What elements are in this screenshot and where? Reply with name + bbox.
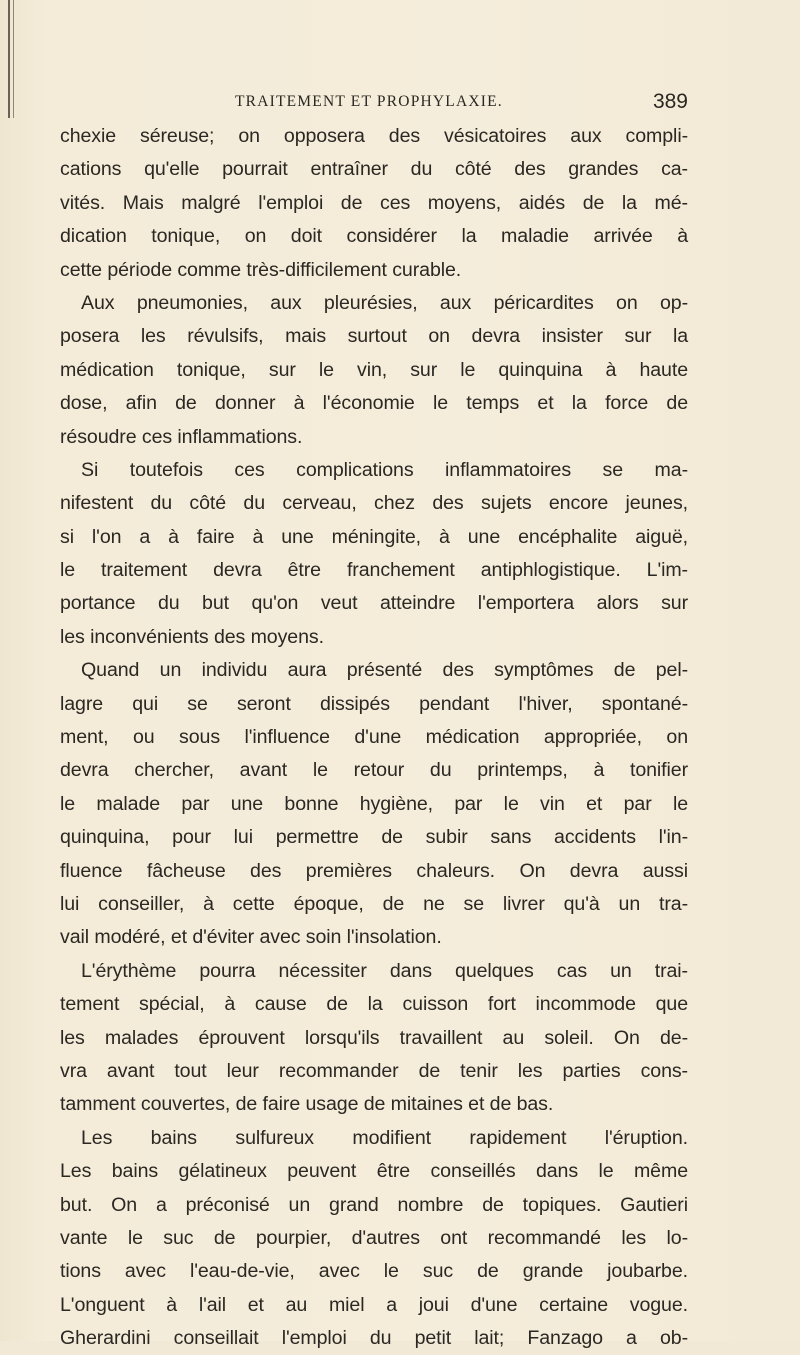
text-line: fluence fâcheuse des premières chaleurs. On devra aussi [60,859,688,882]
text-line: vail modéré, et d'éviter avec soin l'insolation. [60,926,442,949]
text-line: Si toutefois ces complications inflammatoires se ma- [81,458,688,481]
text-line: le malade par une bonne hygiène, par le vin et par le [60,792,688,815]
text-line: Les bains sulfureux modifient rapidement l'éruption. [81,1126,688,1149]
text-line: vra avant tout leur recommander de tenir les parties cons- [60,1059,688,1082]
text-line: Les bains gélatineux peuvent être conseillés dans le même [60,1160,688,1183]
text-line: tions avec l'eau-de-vie, avec le suc de grande joubarbe. [60,1260,688,1283]
text-line: résoudre ces inflammations. [60,425,303,448]
text-line: chexie séreuse; on opposera des vésicatoires aux compli- [60,125,688,147]
text-line: L'onguent à l'ail et au miel a joui d'une certaine vogue. [60,1293,688,1316]
text-line: si l'on a à faire à une méningite, à une encéphalite aiguë, [60,525,688,548]
text-line: portance du but qu'on veut atteindre l'emportera alors sur [60,592,688,615]
text-line: le traitement devra être franchement antiphlogistique. L'im- [60,559,688,582]
text-line: tamment couvertes, de faire usage de mitaines et de bas. [60,1093,554,1116]
text-line: dication tonique, on doit considérer la maladie arrivée à [60,225,688,248]
running-head-title: TRAITEMENT ET PROPHYLAXIE. [235,93,503,110]
text-line: les inconvénients des moyens. [60,625,324,648]
text-line: tement spécial, à cause de la cuisson fort incommode que [60,993,688,1016]
gutter-edge-line [8,0,10,118]
text-line: médication tonique, sur le vin, sur le quinquina à haute [60,358,688,381]
gutter-edge-line [13,0,14,118]
text-line: nifestent du côté du cerveau, chez des sujets encore jeunes, [60,492,688,515]
text-line: cette période comme très-difficilement curable. [60,258,462,281]
text-line: ment, ou sous l'influence d'une médication appropriée, on [60,726,688,749]
text-line: devra chercher, avant le retour du printemps, à tonifier [60,759,688,782]
text-line: Quand un individu aura présenté des symptômes de pel- [81,659,688,682]
text-line: vités. Mais malgré l'emploi de ces moyens, aidés de la mé- [60,191,688,214]
text-line: lagre qui se seront dissipés pendant l'hiver, spontané- [60,692,688,715]
text-line: but. On a préconisé un grand nombre de topiques. Gautieri [60,1193,688,1216]
text-line: Aux pneumonies, aux pleurésies, aux péricardites on op- [81,291,688,314]
page-number: 389 [652,90,688,113]
text-line: L'érythème pourra nécessiter dans quelques cas un trai- [81,959,688,982]
text-line: posera les révulsifs, mais surtout on devra insister sur la [60,325,688,348]
text-line: vante le suc de pourpier, d'autres ont recommandé les lo- [60,1226,688,1249]
text-line: cations qu'elle pourrait entraîner du côté des grandes ca- [60,158,688,181]
running-head [60,90,688,117]
text-line: lui conseiller, à cette époque, de ne se livrer qu'à un tra- [60,892,688,915]
text-line: quinquina, pour lui permettre de subir sans accidents l'in- [60,826,688,849]
text-line: Gherardini conseillait l'emploi du petit lait; Fanzago a ob- [60,1327,688,1350]
body-text [60,120,688,1355]
text-line: les malades éprouvent lorsqu'ils travaillent au soleil. On de- [60,1026,688,1049]
text-line: dose, afin de donner à l'économie le temps et la force de [60,392,688,415]
